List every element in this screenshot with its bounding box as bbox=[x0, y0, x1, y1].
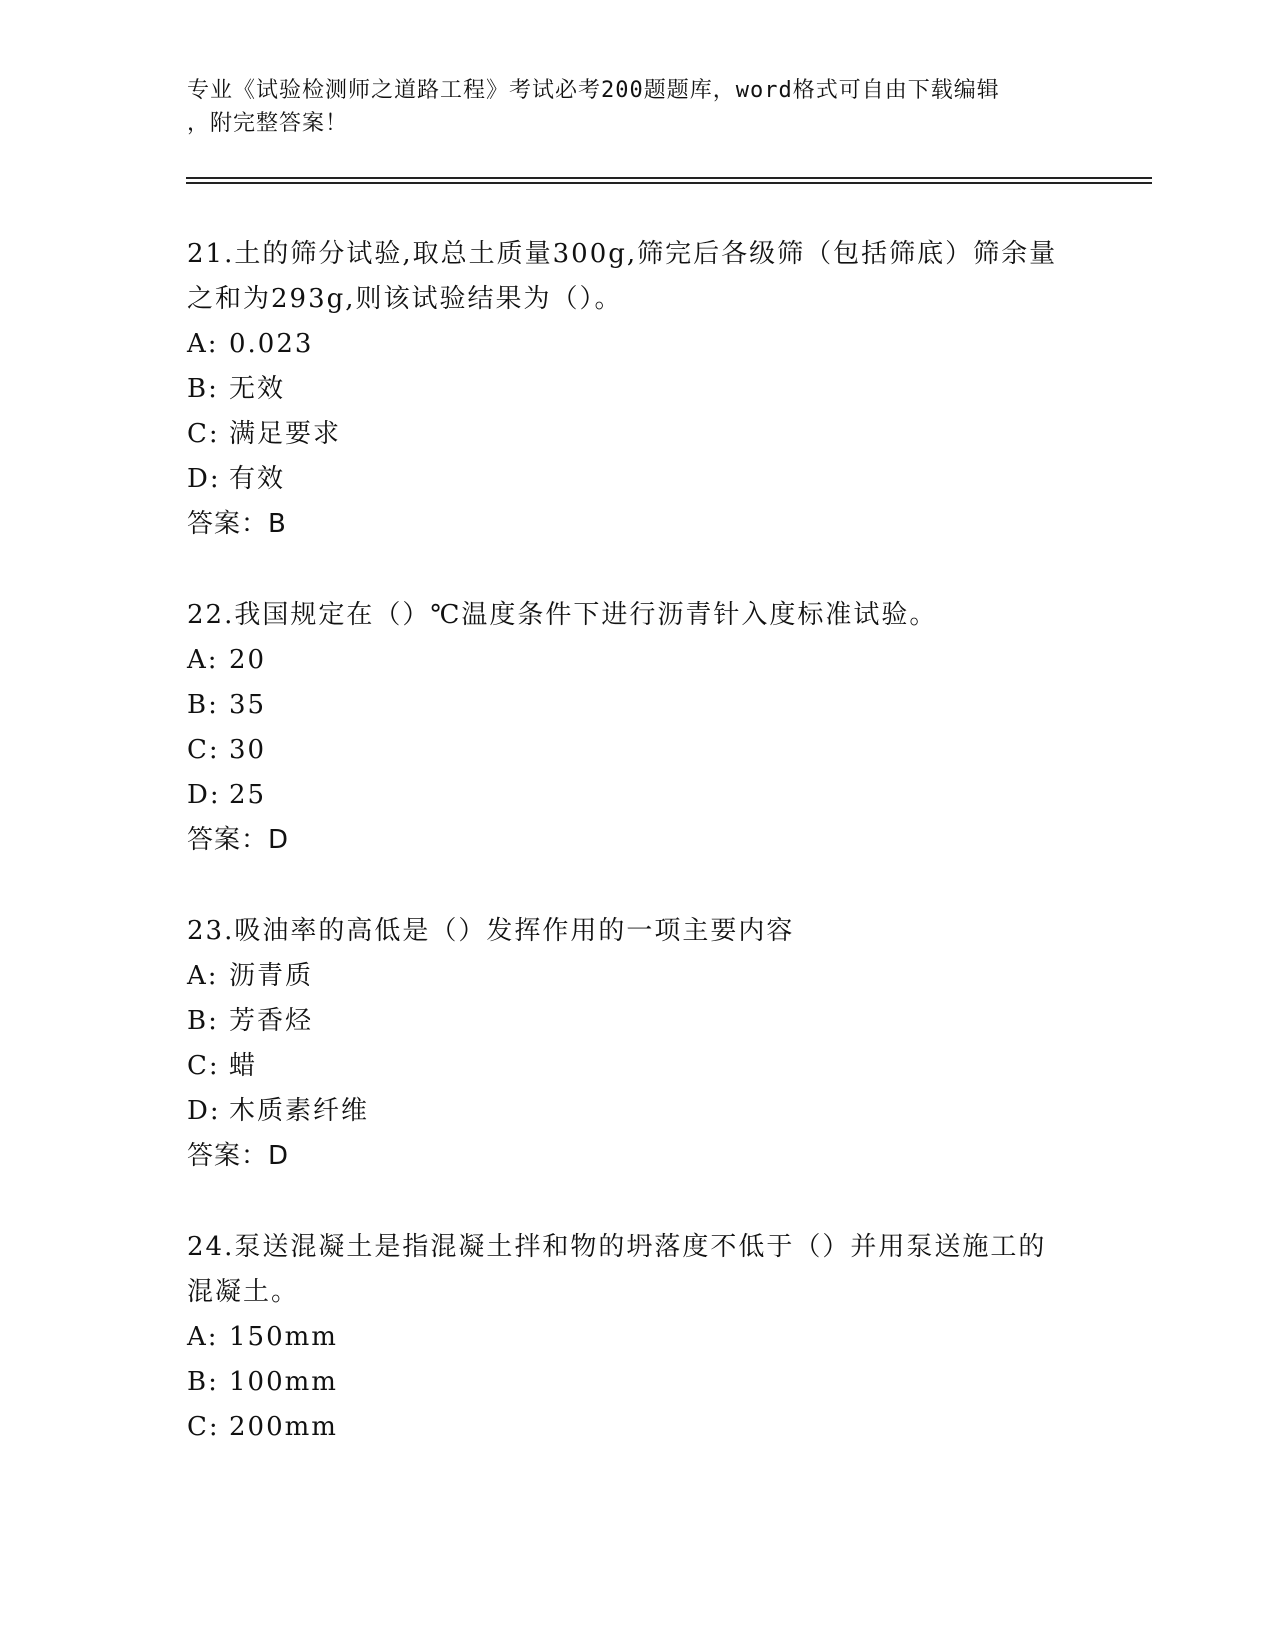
option-text: 200mm bbox=[229, 1412, 338, 1442]
option-letter: C: bbox=[187, 1051, 220, 1081]
option-letter: D: bbox=[187, 1096, 221, 1126]
option-c bbox=[187, 1405, 1087, 1450]
question-stem bbox=[187, 593, 1087, 638]
answer-label: 答案：D bbox=[187, 1141, 290, 1171]
option-text: 有效 bbox=[229, 464, 286, 494]
option-d bbox=[187, 457, 1087, 502]
option-text: 木质素纤维 bbox=[229, 1096, 370, 1126]
option-letter: C: bbox=[187, 1412, 220, 1442]
answer-label: 答案：B bbox=[187, 509, 287, 539]
option-letter: D: bbox=[187, 780, 221, 810]
stem-line: 混凝土。 bbox=[187, 1277, 300, 1307]
stem-line: 22.我国规定在（）℃温度条件下进行沥青针入度标准试验。 bbox=[187, 600, 938, 630]
option-letter: B: bbox=[187, 1006, 219, 1036]
header-line-1: 专业《试验检测师之道路工程》考试必考200题题库，word格式可自由下载编辑 bbox=[187, 78, 1000, 103]
question-21 bbox=[187, 232, 1087, 547]
header-line-2: ，附完整答案！ bbox=[187, 111, 349, 136]
option-c bbox=[187, 728, 1087, 773]
document-header bbox=[187, 74, 1067, 140]
option-a bbox=[187, 1315, 1087, 1360]
option-text: 25 bbox=[229, 780, 267, 810]
stem-line: 24.泵送混凝土是指混凝土拌和物的坍落度不低于（）并用泵送施工的 bbox=[187, 1232, 1047, 1262]
option-letter: A: bbox=[187, 645, 219, 675]
option-a bbox=[187, 638, 1087, 683]
option-letter: B: bbox=[187, 690, 219, 720]
option-text: 满足要求 bbox=[229, 419, 342, 449]
stem-line: 21.土的筛分试验,取总土质量300g,筛完后各级筛（包括筛底）筛余量 bbox=[187, 239, 1058, 269]
option-text: 沥青质 bbox=[229, 961, 314, 991]
option-text: 芳香烃 bbox=[229, 1006, 314, 1036]
option-text: 0.023 bbox=[229, 329, 314, 359]
header-divider-top bbox=[186, 177, 1152, 179]
option-letter: C: bbox=[187, 735, 220, 765]
option-text: 30 bbox=[229, 735, 267, 765]
option-text: 蜡 bbox=[229, 1051, 258, 1081]
question-stem bbox=[187, 232, 1087, 322]
option-d bbox=[187, 773, 1087, 818]
question-stem bbox=[187, 909, 1087, 954]
option-b bbox=[187, 683, 1087, 728]
option-b bbox=[187, 1360, 1087, 1405]
answer-label: 答案：D bbox=[187, 825, 290, 855]
question-stem bbox=[187, 1225, 1087, 1315]
option-letter: A: bbox=[187, 961, 219, 991]
question-23 bbox=[187, 909, 1087, 1179]
option-letter: B: bbox=[187, 374, 219, 404]
option-a bbox=[187, 954, 1087, 999]
option-b bbox=[187, 367, 1087, 412]
option-text: 100mm bbox=[229, 1367, 338, 1397]
option-b bbox=[187, 999, 1087, 1044]
option-a bbox=[187, 322, 1087, 367]
question-22 bbox=[187, 593, 1087, 863]
stem-line: 之和为293g,则该试验结果为（）。 bbox=[187, 284, 623, 314]
option-letter: D: bbox=[187, 464, 221, 494]
option-text: 35 bbox=[229, 690, 267, 720]
question-list bbox=[187, 232, 1087, 1496]
option-d bbox=[187, 1089, 1087, 1134]
header-divider-bottom bbox=[186, 182, 1152, 184]
option-text: 无效 bbox=[229, 374, 286, 404]
question-24 bbox=[187, 1225, 1087, 1450]
option-text: 20 bbox=[229, 645, 267, 675]
option-letter: A: bbox=[187, 329, 219, 359]
option-c bbox=[187, 1044, 1087, 1089]
stem-line: 23.吸油率的高低是（）发挥作用的一项主要内容 bbox=[187, 916, 795, 946]
option-text: 150mm bbox=[229, 1322, 338, 1352]
option-letter: B: bbox=[187, 1367, 219, 1397]
option-letter: A: bbox=[187, 1322, 219, 1352]
option-c bbox=[187, 412, 1087, 457]
option-letter: C: bbox=[187, 419, 220, 449]
